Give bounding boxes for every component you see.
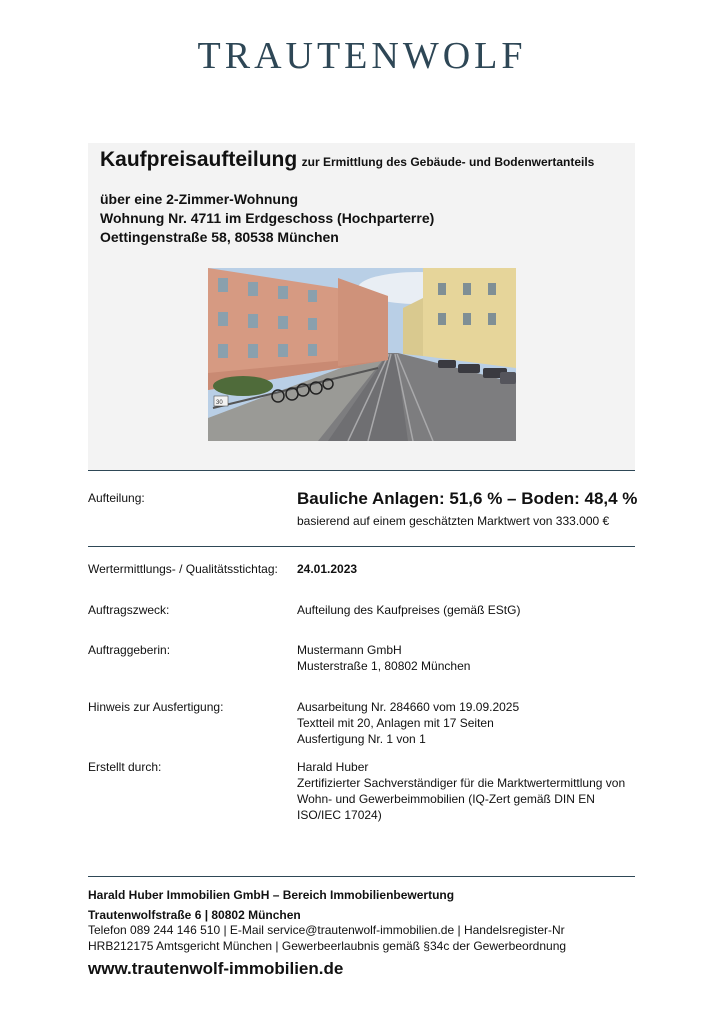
- document-subtitle: zur Ermittlung des Gebäude- und Bodenwertanteils: [301, 155, 595, 169]
- erstellt-value: [297, 759, 625, 823]
- footer-contact-line: HRB212175 Amtsgericht München | Gewerbeerlaubnis gemäß §34c der Gewerbeordnung: [88, 939, 567, 953]
- footer-contact-line: Telefon 089 244 146 510 | E-Mail service@trautenwolf-immobilien.de | Handelsregister-Nr: [88, 923, 565, 937]
- property-unit: Wohnung Nr. 4711 im Erdgeschoss (Hochparterre): [100, 210, 435, 226]
- erstellt-line: Harald Huber: [297, 760, 369, 774]
- divider-details: [88, 546, 635, 547]
- footer-website-link[interactable]: www.trautenwolf-immobilien.de: [88, 959, 344, 978]
- aufteilung-subtext: basierend auf einem geschätzten Marktwert von 333.000 €: [297, 514, 610, 528]
- property-address: Oettingenstraße 58, 80538 München: [100, 229, 339, 245]
- hinweis-line: Ausfertigung Nr. 1 von 1: [297, 732, 426, 746]
- hinweis-value: [297, 699, 519, 747]
- hinweis-line: Ausarbeitung Nr. 284660 vom 19.09.2025: [297, 700, 520, 714]
- erstellt-line: Zertifizierter Sachverständiger für die Marktwertermittlung von: [297, 776, 626, 790]
- aufteilung-headline: Bauliche Anlagen: 51,6 % – Boden: 48,4 %: [297, 489, 638, 508]
- footer-company: Harald Huber Immobilien GmbH – Bereich Immobilienbewertung: [88, 888, 455, 902]
- hinweis-label: Hinweis zur Ausfertigung:: [88, 700, 224, 714]
- geberin-address: Musterstraße 1, 80802 München: [297, 659, 471, 673]
- aufteilung-label: Aufteilung:: [88, 491, 145, 505]
- property-type: über eine 2-Zimmer-Wohnung: [100, 191, 299, 207]
- hero-panel: [88, 143, 635, 470]
- geberin-name: Mustermann GmbH: [297, 643, 402, 657]
- erstellt-line: Wohn- und Gewerbeimmobilien (IQ-Zert gemäß DIN EN: [297, 792, 595, 806]
- zweck-value: Aufteilung des Kaufpreises (gemäß EStG): [297, 603, 521, 617]
- street-scene-image: [208, 268, 516, 441]
- stichtag-value: 24.01.2023: [297, 562, 358, 576]
- property-photo: [208, 268, 516, 441]
- brand-logo: TRAUTENWOLF: [197, 35, 527, 77]
- street-sign-text: 30: [216, 400, 223, 406]
- geberin-label: Auftraggeberin:: [88, 643, 171, 657]
- erstellt-line: ISO/IEC 17024): [297, 808, 382, 822]
- footer-address: Trautenwolfstraße 6 | 80802 München: [88, 908, 301, 922]
- property-description: [100, 190, 434, 247]
- hero-title-row: [100, 148, 594, 172]
- divider-footer: [88, 876, 635, 877]
- erstellt-label: Erstellt durch:: [88, 760, 162, 774]
- geberin-value: [297, 642, 470, 674]
- zweck-label: Auftragszweck:: [88, 603, 170, 617]
- divider-hero-bottom: [88, 470, 635, 471]
- document-title: Kaufpreisaufteilung: [100, 148, 298, 171]
- hinweis-line: Textteil mit 20, Anlagen mit 17 Seiten: [297, 716, 494, 730]
- stichtag-label: Wertermittlungs- / Qualitätsstichtag:: [88, 562, 278, 576]
